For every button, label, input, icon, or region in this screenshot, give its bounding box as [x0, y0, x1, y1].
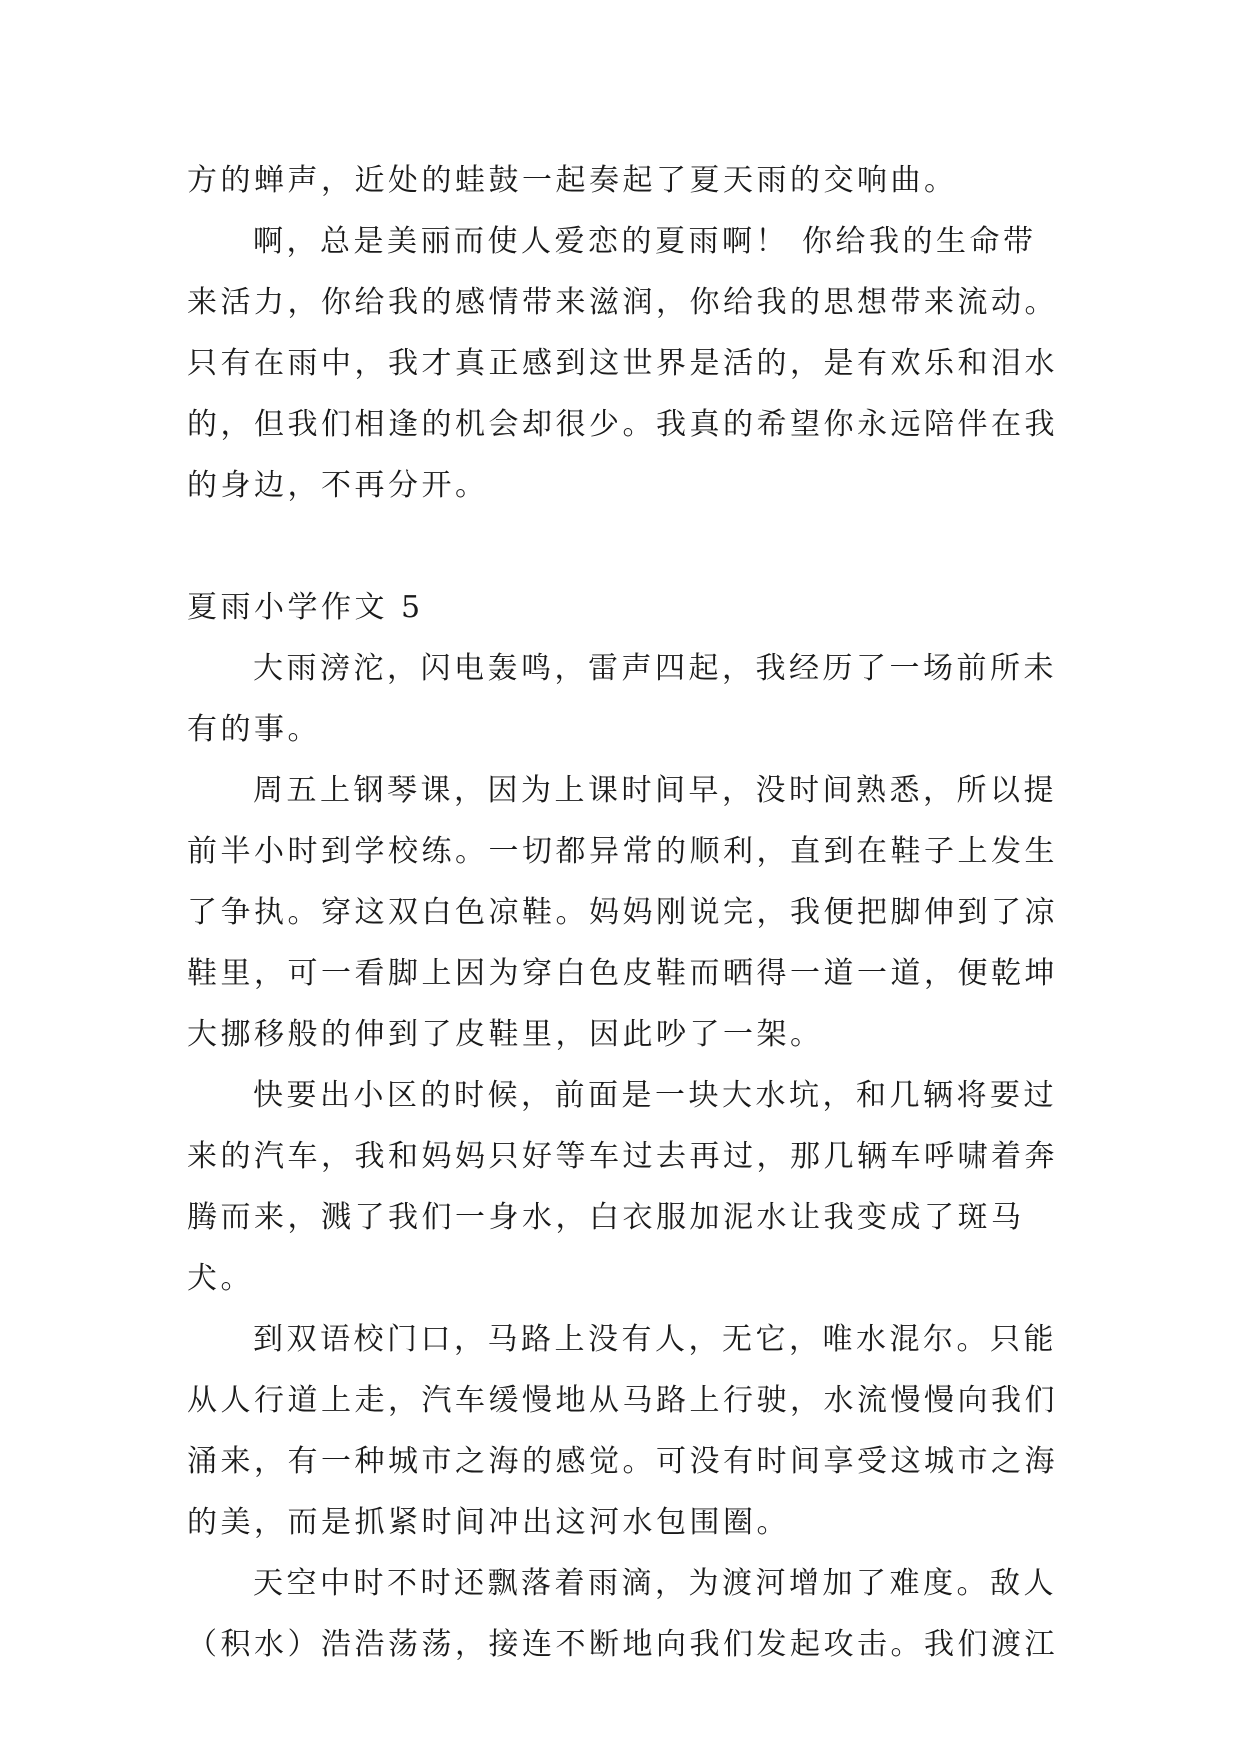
section-title: 夏雨小学作文 5	[187, 590, 424, 625]
section-spacer	[187, 516, 1067, 577]
paragraph-5: 快要出小区的时候，前面是一块大水坑，和几辆将要过来的汽车，我和妈妈只好等车过去再过，那几辆车呼啸着奔腾而来，溅了我们一身水，白衣服加泥水让我变成了斑马犬。	[187, 1078, 1058, 1296]
paragraph-1: 方的蝉声，近处的蛙鼓一起奏起了夏天雨的交响曲。	[187, 163, 958, 198]
paragraph-6: 到双语校门口，马路上没有人，无它，唯水混尔。只能从人行道上走，汽车缓慢地从马路上行驶，水流慢慢向我们涌来，有一种城市之海的感觉。可没有时间享受这城市之海的美，而是抓紧时间冲出这河水包围圈。	[187, 1322, 1058, 1540]
paragraph-7: 天空中时不时还飘落着雨滴，为渡河增加了难度。敌人（积水）浩浩荡荡，接连不断地向我们发起攻击。我们渡江	[187, 1566, 1058, 1662]
paragraph-4: 周五上钢琴课，因为上课时间早，没时间熟悉，所以提前半小时到学校练。一切都异常的顺利，直到在鞋子上发生了争执。穿这双白色凉鞋。妈妈刚说完，我便把脚伸到了凉鞋里，可一看脚上因为穿白色皮鞋而晒得一道一道，便乾坤大挪移般的伸到了皮鞋里，因此吵了一架。	[187, 773, 1058, 1052]
paragraph-3: 大雨滂沱，闪电轰鸣，雷声四起，我经历了一场前所未有的事。	[187, 651, 1057, 747]
document-body	[187, 150, 1067, 1675]
paragraph-2: 啊，总是美丽而使人爱恋的夏雨啊！ 你给我的生命带来活力，你给我的感情带来滋润，你给我的思想带来流动。只有在雨中，我才真正感到这世界是活的，是有欢乐和泪水的，但我们相逢的机会却很少。我真的希望你永远陪伴在我的身边，不再分开。	[187, 224, 1058, 503]
